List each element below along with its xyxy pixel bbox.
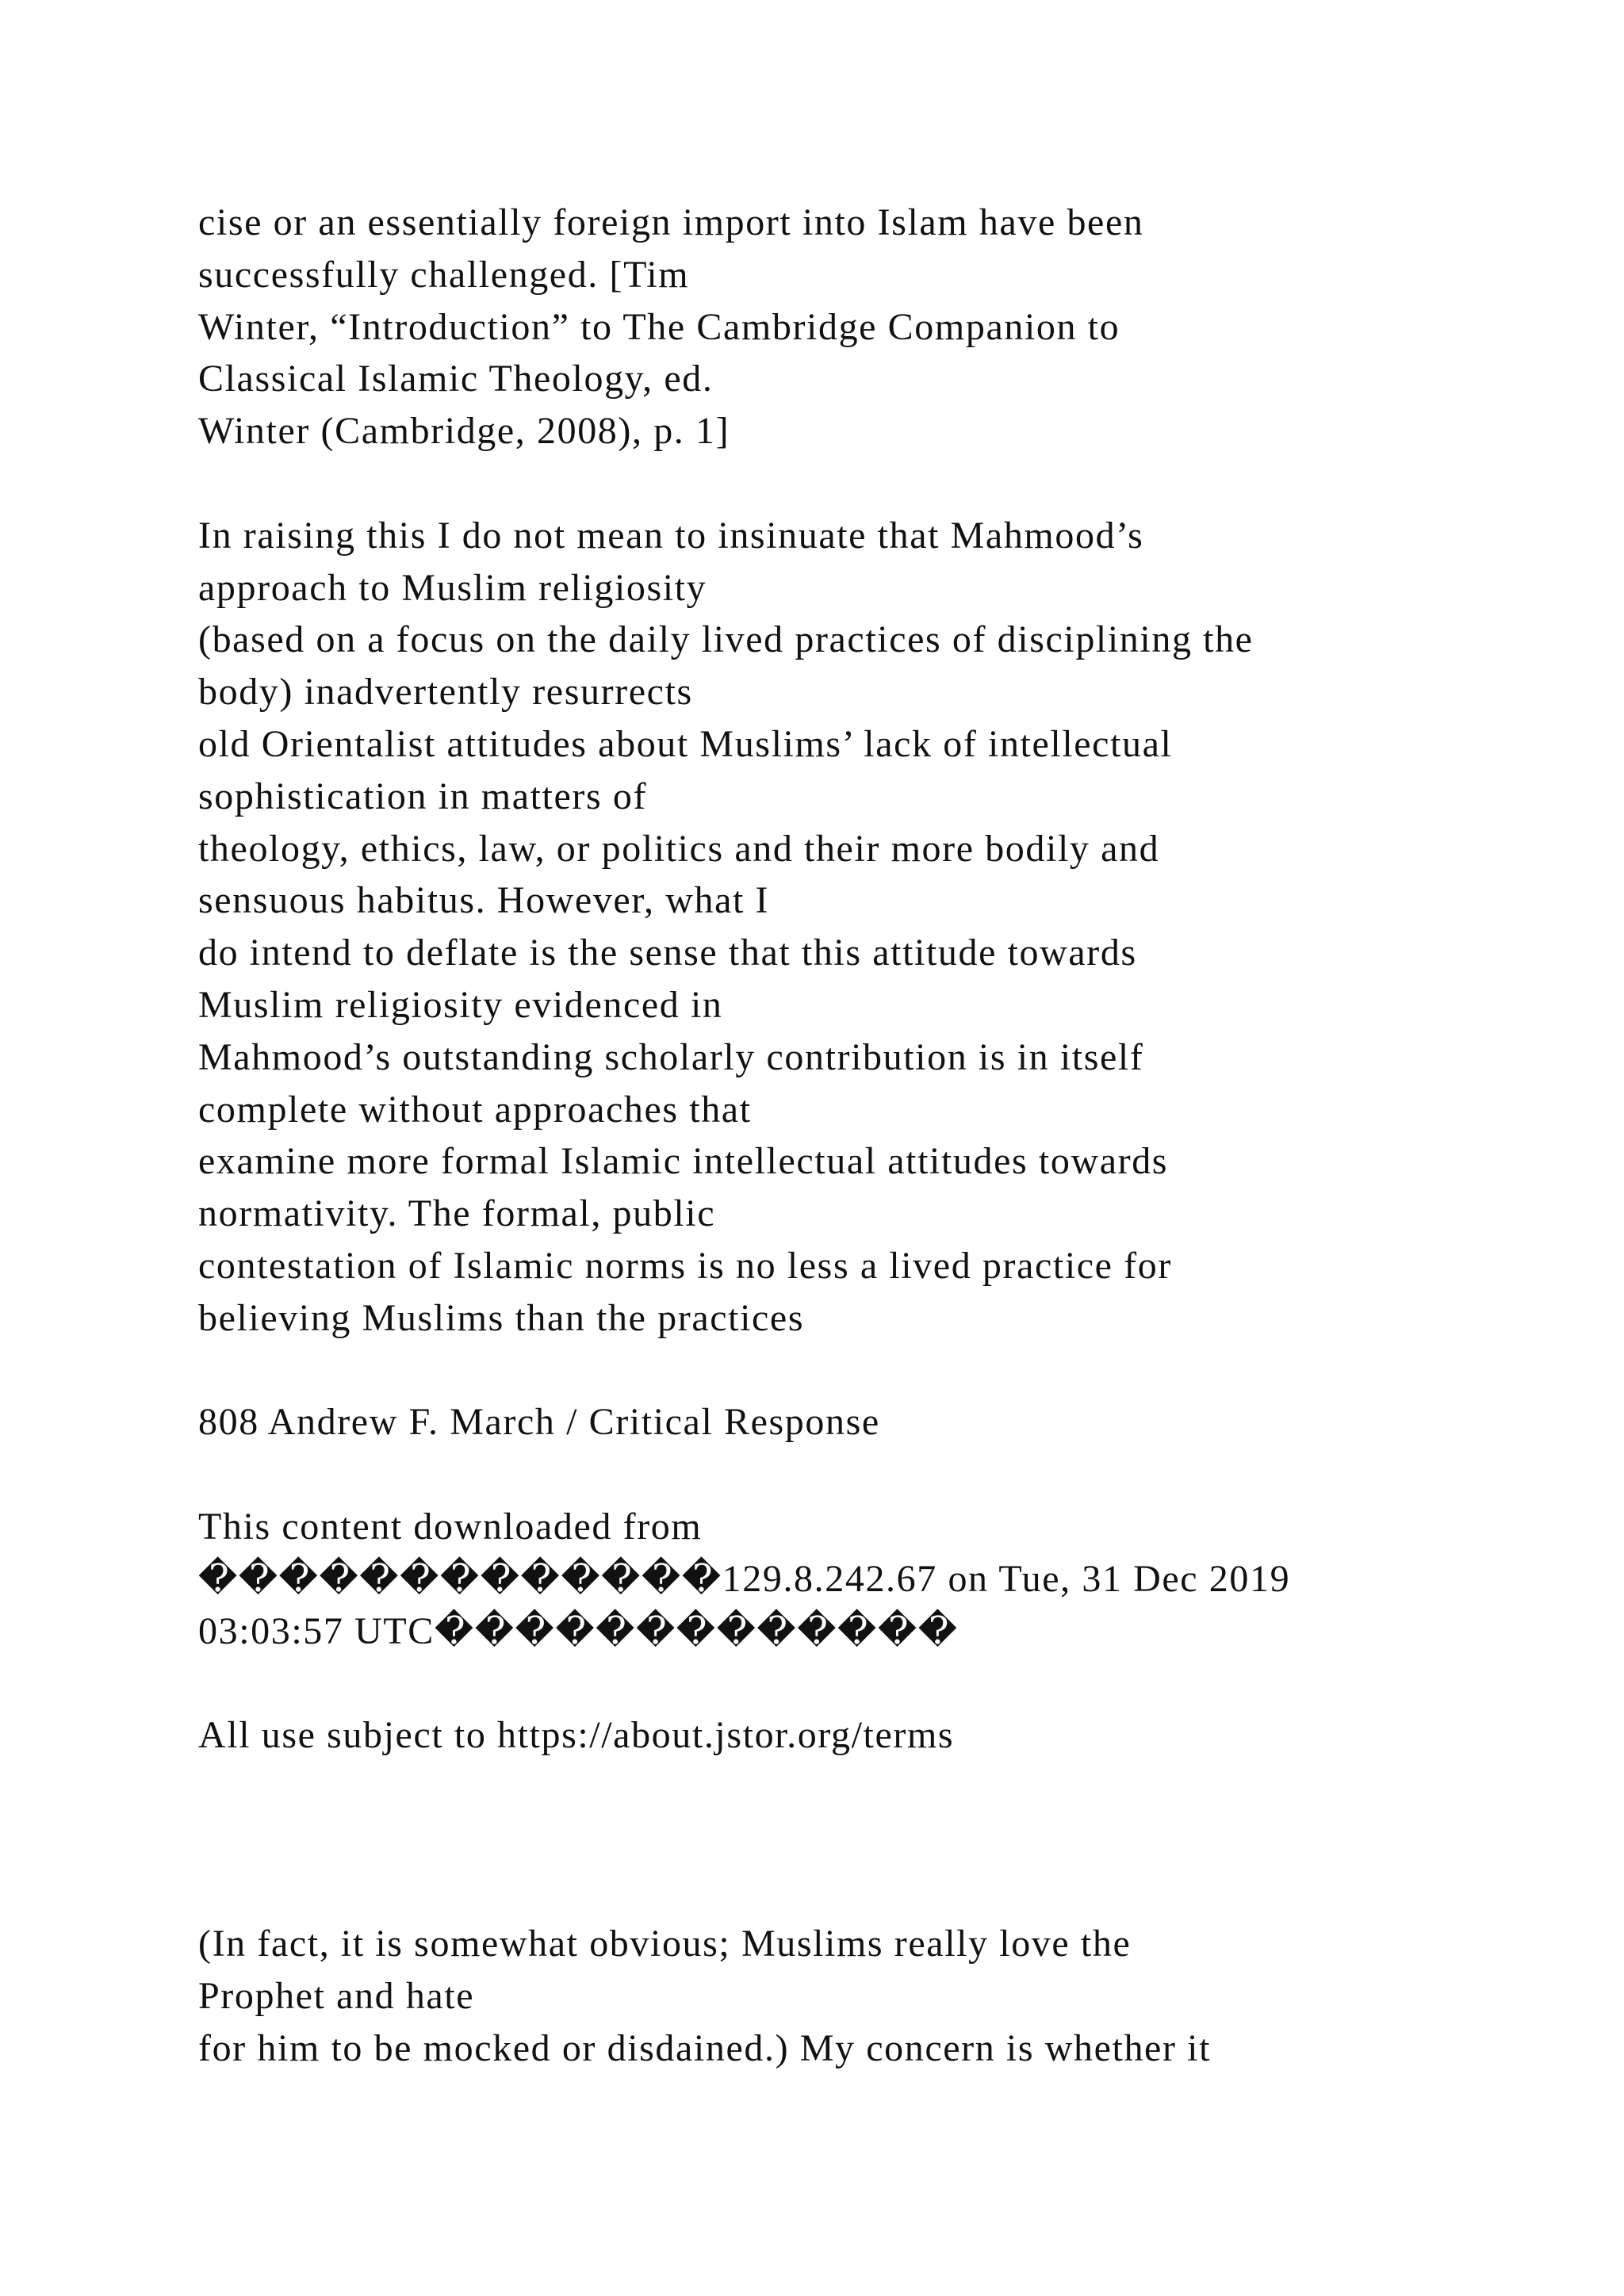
- text-line: examine more formal Islamic intellectual attitudes towards: [198, 1140, 1169, 1183]
- blank-line: [198, 1448, 1594, 1501]
- text-line: theology, ethics, law, or politics and their more bodily and: [198, 827, 1160, 870]
- text-line: Classical Islamic Theology, ed.: [198, 358, 714, 400]
- text-line: contestation of Islamic norms is no less a lived practice for: [198, 1244, 1172, 1287]
- text-line: Mahmood’s outstanding scholarly contribution is in itself: [198, 1035, 1144, 1078]
- text-line: believing Muslims than the practices: [198, 1296, 805, 1339]
- text-line: Muslim religiosity evidenced in: [198, 983, 723, 1026]
- download-notice: 03:03:57 UTC�������������: [198, 1609, 959, 1652]
- page-footer-citation: 808 Andrew F. March / Critical Response: [198, 1401, 880, 1444]
- text-line: old Orientalist attitudes about Muslims’ lack of intellectual: [198, 722, 1173, 765]
- text-line: sensuous habitus. However, what I: [198, 879, 770, 922]
- blank-line: [198, 1814, 1594, 1866]
- blank-line: [198, 1866, 1594, 1919]
- blank-line: [198, 1762, 1594, 1814]
- text-line: complete without approaches that: [198, 1088, 752, 1131]
- download-notice: This content downloaded from: [198, 1505, 703, 1548]
- terms-notice: All use subject to https://about.jstor.org/terms: [198, 1714, 955, 1757]
- text-line: do intend to deflate is the sense that this attitude towards: [198, 932, 1137, 974]
- text-line: cise or an essentially foreign import into Islam have been: [198, 201, 1144, 243]
- blank-line: [198, 1657, 1594, 1709]
- text-line: (In fact, it is somewhat obvious; Muslims really love the: [198, 1923, 1132, 1965]
- document-body: [198, 197, 1594, 2075]
- text-line: Winter, “Introduction” to The Cambridge Companion to: [198, 305, 1120, 348]
- text-line: successfully challenged. [Tim: [198, 253, 690, 296]
- text-line: approach to Muslim religiosity: [198, 566, 707, 609]
- text-line: In raising this I do not mean to insinuate that Mahmood’s: [198, 514, 1144, 557]
- text-line: Winter (Cambridge, 2008), p. 1]: [198, 410, 730, 453]
- text-line: normativity. The formal, public: [198, 1192, 716, 1235]
- text-line: body) inadvertently resurrects: [198, 671, 693, 714]
- text-line: (based on a focus on the daily lived practices of disciplining the: [198, 618, 1254, 661]
- blank-line: [198, 1345, 1594, 1397]
- blank-line: [198, 457, 1594, 510]
- text-line: for him to be mocked or disdained.) My concern is whether it: [198, 2026, 1212, 2069]
- text-line: Prophet and hate: [198, 1975, 475, 2018]
- text-line: sophistication in matters of: [198, 775, 648, 817]
- download-notice: �������������129.8.242.67 on Tue, 31 Dec 2019: [198, 1557, 1291, 1600]
